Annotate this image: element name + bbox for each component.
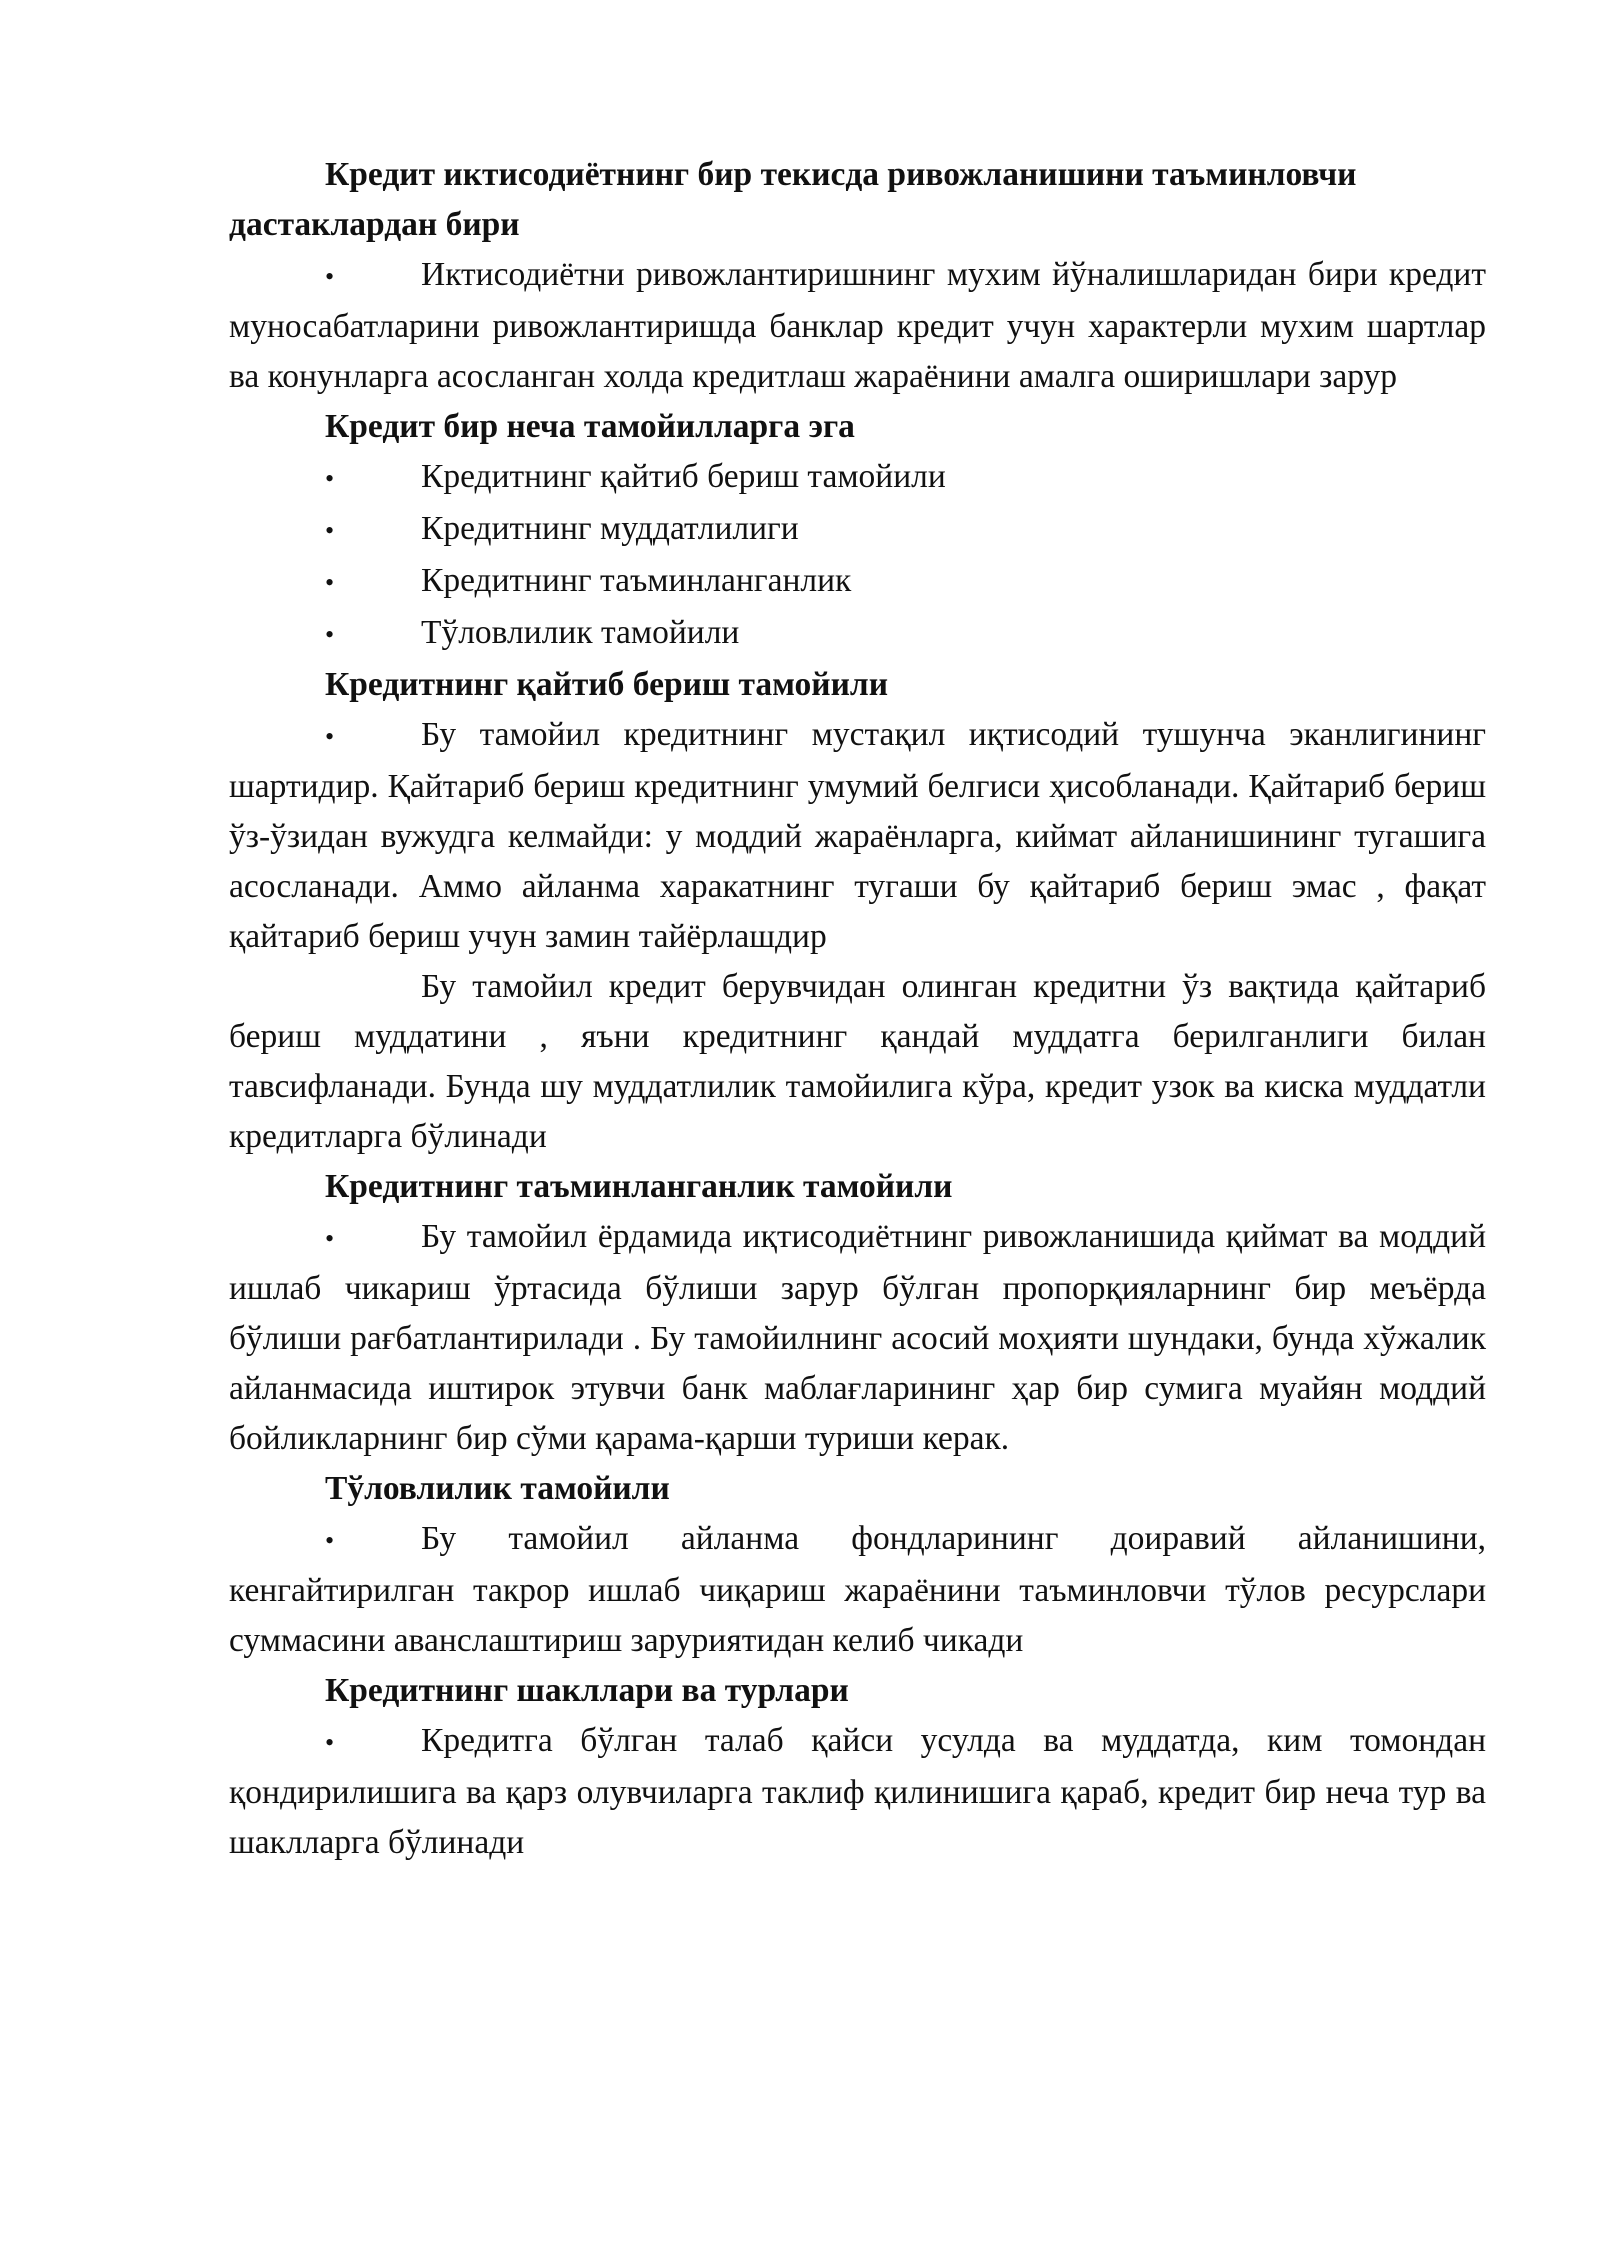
bullet-icon: • <box>325 464 335 493</box>
list-item <box>229 556 1486 608</box>
paragraph-term: Бу тамойил кредит берувчидан олинган кредитни ўз вақтида қайтариб бериш муддатини , яъни кредитнинг қандай муддатга берилганлиги билан тавсифланади. Бунда шу муддатлилик тамойилига кўра, кредит узок ва киска муддатли кредитларга бўлинади <box>229 968 1486 1155</box>
list-item <box>229 504 1486 556</box>
section-heading-security: Кредитнинг таъминланганлик тамойили <box>325 1168 953 1205</box>
paragraph-text: Бу тамойил айланма фондларининг доиравий айланишини, кенгайтирилган такрор ишлаб чиқариш жараёнини таъминловчи тўлов ресурслари суммасини аванслаштириш заруриятидан келиб чикади <box>229 1520 1486 1659</box>
section-heading-principles: Кредит бир неча тамойилларга эга <box>325 408 855 445</box>
paragraph-security <box>229 1212 1486 1464</box>
paragraph-text: Бу тамойил кредитнинг мустақил иқтисодий тушунча эканлигининг шартидир. Қайтариб бериш кредитнинг умумий белгиси ҳисобланади. Қайтариб бериш ўз-ўзидан вужудга келмайди: у моддий жараёнларга, киймат айланишининг тугашига асосланади. Аммо айланма харакатнинг тугаши бу қайтариб бериш эмас , фақат қайтариб бериш учун замин тайёрлашдир <box>229 716 1486 955</box>
paragraph-credit-relations <box>229 250 1486 402</box>
paragraph-text: Иктисодиётни ривожлантиришнинг мухим йўналишларидан бири кредит муносабатларини ривожлантиришда банклар кредит учун характерли мухим шартлар ва конунларга асосланган холда кредитлаш жараёнини амалга оширишлари зарур <box>229 256 1486 395</box>
section-heading-payment: Тўловлилик тамойили <box>325 1470 670 1507</box>
list-item-text: Кредитнинг қайтиб бериш тамойили <box>421 458 946 495</box>
bullet-icon: • <box>325 620 335 649</box>
bullet-icon: • <box>325 262 335 291</box>
bullet-icon: • <box>325 722 335 751</box>
paragraph-payment <box>229 1514 1486 1666</box>
paragraph-repayment <box>229 710 1486 962</box>
paragraph-text: Бу тамойил ёрдамида иқтисодиётнинг ривожланишида қиймат ва моддий ишлаб чикариш ўртасида бўлиши зарур бўлган пропорқияларнинг бир меъёрда бўлиши рағбатлантирилади . Бу тамойилнинг асосий моҳияти шундаки, бунда хўжалик айланмасида иштирок этувчи банк маблағларининг ҳар бир сумига муайян моддий бойликларнинг бир сўми қарама-қарши туриши керак. <box>229 1218 1486 1457</box>
list-item-text: Тўловлилик тамойили <box>421 614 740 651</box>
list-item <box>229 452 1486 504</box>
section-heading-credit-levers: Кредит иктисодиётнинг бир текисда ривожланишини таъминловчи дастаклардан бири <box>229 156 1357 243</box>
document-page <box>229 150 1486 1868</box>
section-heading-repayment: Кредитнинг қайтиб бериш тамойили <box>325 666 888 703</box>
bullet-icon: • <box>325 1526 335 1555</box>
list-item <box>229 608 1486 660</box>
paragraph-text: Кредитга бўлган талаб қайси усулда ва муддатда, ким томондан қондирилишига ва қарз олувчиларга таклиф қилинишига қараб, кредит бир неча тур ва шаклларга бўлинади <box>229 1722 1486 1861</box>
section-heading-forms: Кредитнинг шакллари ва турлари <box>325 1672 849 1709</box>
list-item-text: Кредитнинг таъминланганлик <box>421 562 852 599</box>
list-item-text: Кредитнинг муддатлилиги <box>421 510 799 547</box>
bullet-icon: • <box>325 1728 335 1757</box>
bullet-icon: • <box>325 568 335 597</box>
bullet-icon: • <box>325 1224 335 1253</box>
bullet-icon: • <box>325 516 335 545</box>
paragraph-forms <box>229 1716 1486 1868</box>
